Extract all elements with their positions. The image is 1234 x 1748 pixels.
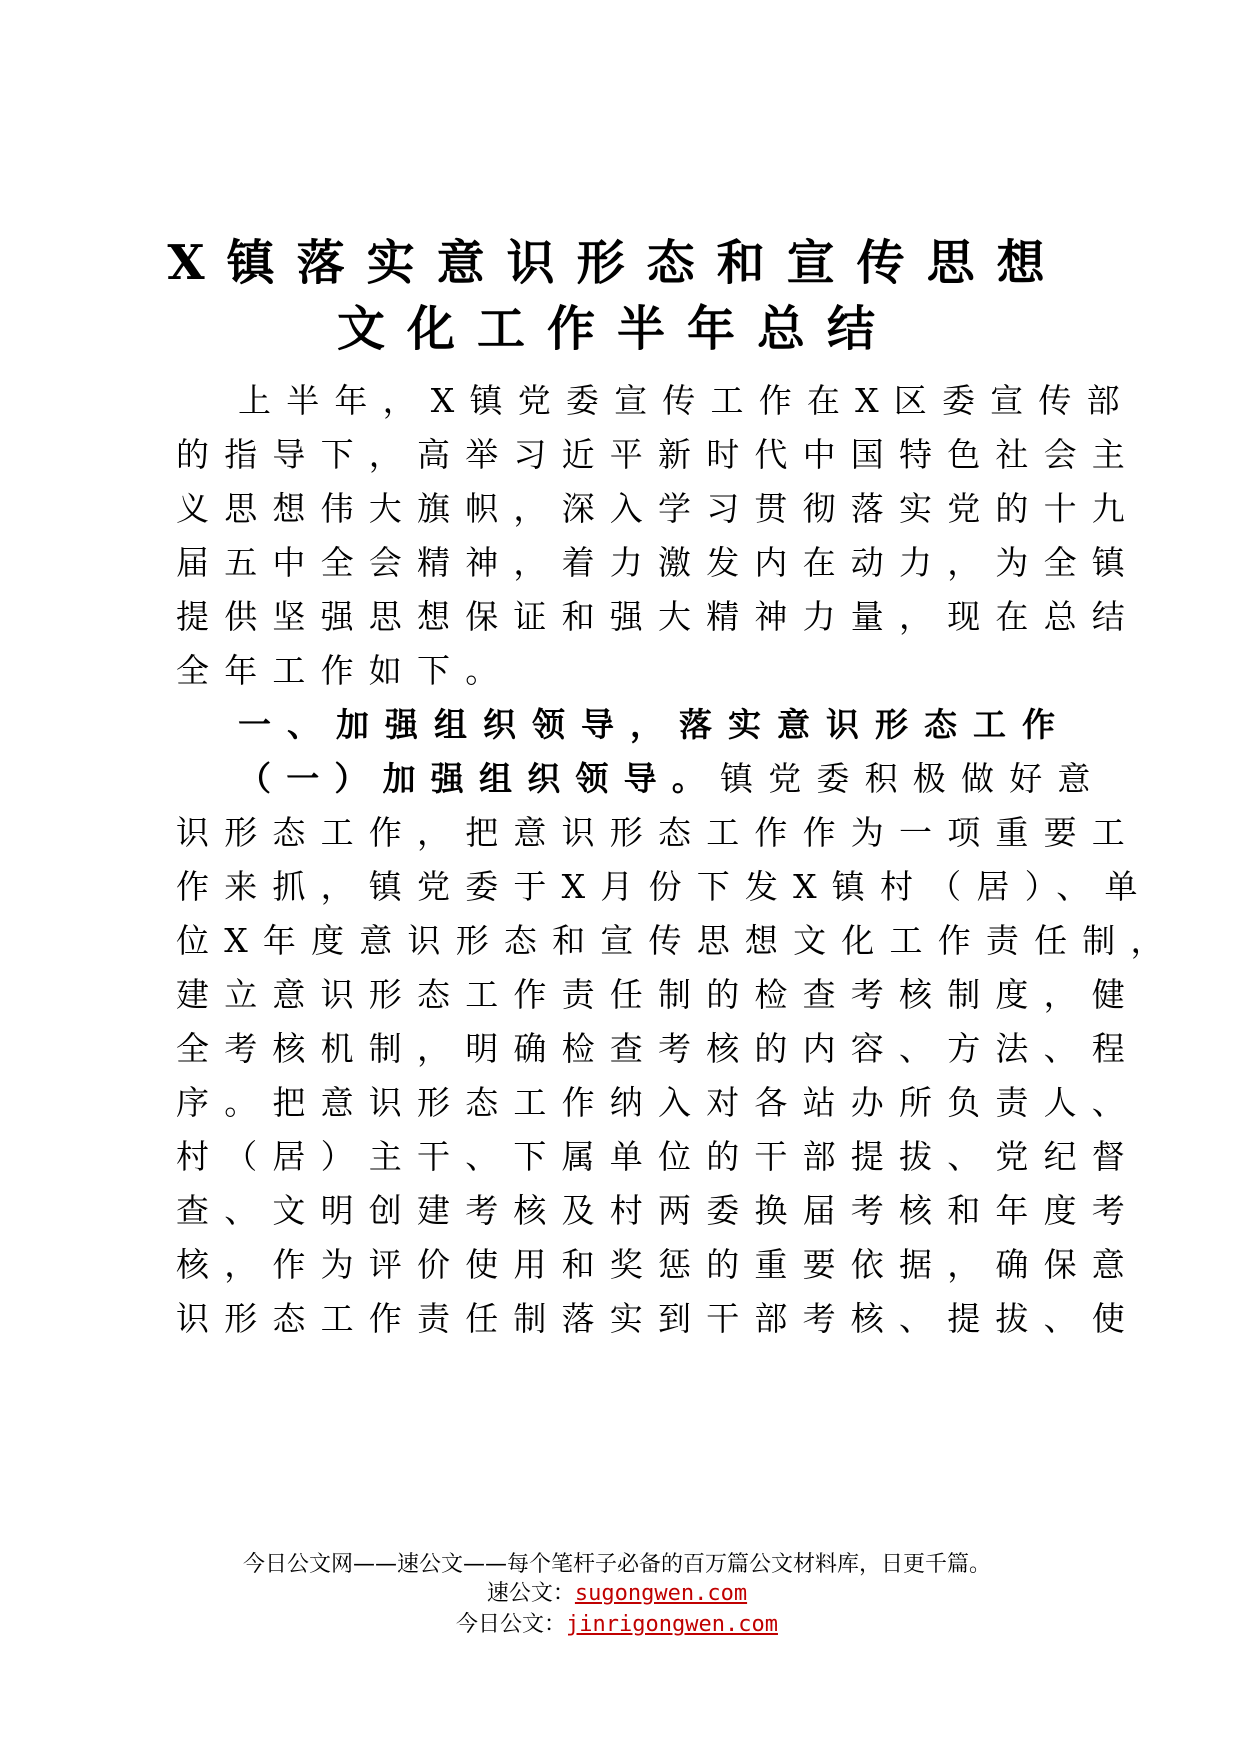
section-1-heading: 一、加强组织领导，落实意识形态工作	[238, 705, 1071, 744]
footer-sugongwen	[0, 1579, 1234, 1609]
body-line-3: 位X年度意识形态和宣传思想文化工作责任制，	[176, 921, 1179, 960]
subsection-1-first-line	[238, 757, 1138, 801]
intro-line-5: 提供坚强思想保证和强大精神力量，现在总结	[176, 597, 1140, 636]
footer-jinrigongwen	[0, 1610, 1234, 1640]
body-line-1: 识形态工作，把意识形态工作作为一项重要工	[176, 813, 1140, 852]
intro-line-2: 的指导下，高举习近平新时代中国特色社会主	[176, 435, 1140, 474]
intro-line-1: 上半年，X镇党委宣传工作在X区委宣传部	[238, 381, 1135, 420]
sugongwen-link[interactable]: sugongwen.com	[574, 1581, 748, 1606]
body-line-8: 查、文明创建考核及村两委换届考核和年度考	[176, 1191, 1140, 1230]
body-line-5: 全考核机制，明确检查考核的内容、方法、程	[176, 1029, 1140, 1068]
body-line-9: 核，作为评价使用和奖惩的重要依据，确保意	[176, 1245, 1140, 1284]
body-line-10: 识形态工作责任制落实到干部考核、提拔、使	[176, 1299, 1140, 1338]
intro-line-6: 全年工作如下。	[176, 651, 514, 690]
footer-jinrigongwen-label: 今日公文：	[456, 1612, 567, 1637]
intro-line-3: 义思想伟大旗帜，深入学习贯彻落实党的十九	[176, 489, 1140, 528]
intro-line-4: 届五中全会精神，着力激发内在动力，为全镇	[176, 543, 1140, 582]
subsection-1-first-line-rest: 镇党委积极做好意	[720, 759, 1106, 798]
document-title-line-2: 文化工作半年总结	[336, 301, 897, 357]
document-title-line-1: X镇落实意识形态和宣传思想	[167, 235, 1067, 291]
body-line-7: 村（居）主干、下属单位的干部提拔、党纪督	[176, 1137, 1140, 1176]
body-line-4: 建立意识形态工作责任制的检查考核制度，健	[176, 975, 1140, 1014]
footer-slogan: 今日公文网——速公文——每个笔杆子必备的百万篇公文材料库，日更千篇。	[242, 1552, 991, 1577]
body-line-6: 序。把意识形态工作纳入对各站办所负责人、	[176, 1083, 1140, 1122]
body-line-2: 作来抓，镇党委于X月份下发X镇村（居）、单	[176, 867, 1153, 906]
footer-sugongwen-label: 速公文：	[486, 1581, 575, 1606]
jinrigongwen-link[interactable]: jinrigongwen.com	[566, 1612, 778, 1637]
subsection-1-heading: （一）加强组织领导。	[238, 759, 720, 798]
